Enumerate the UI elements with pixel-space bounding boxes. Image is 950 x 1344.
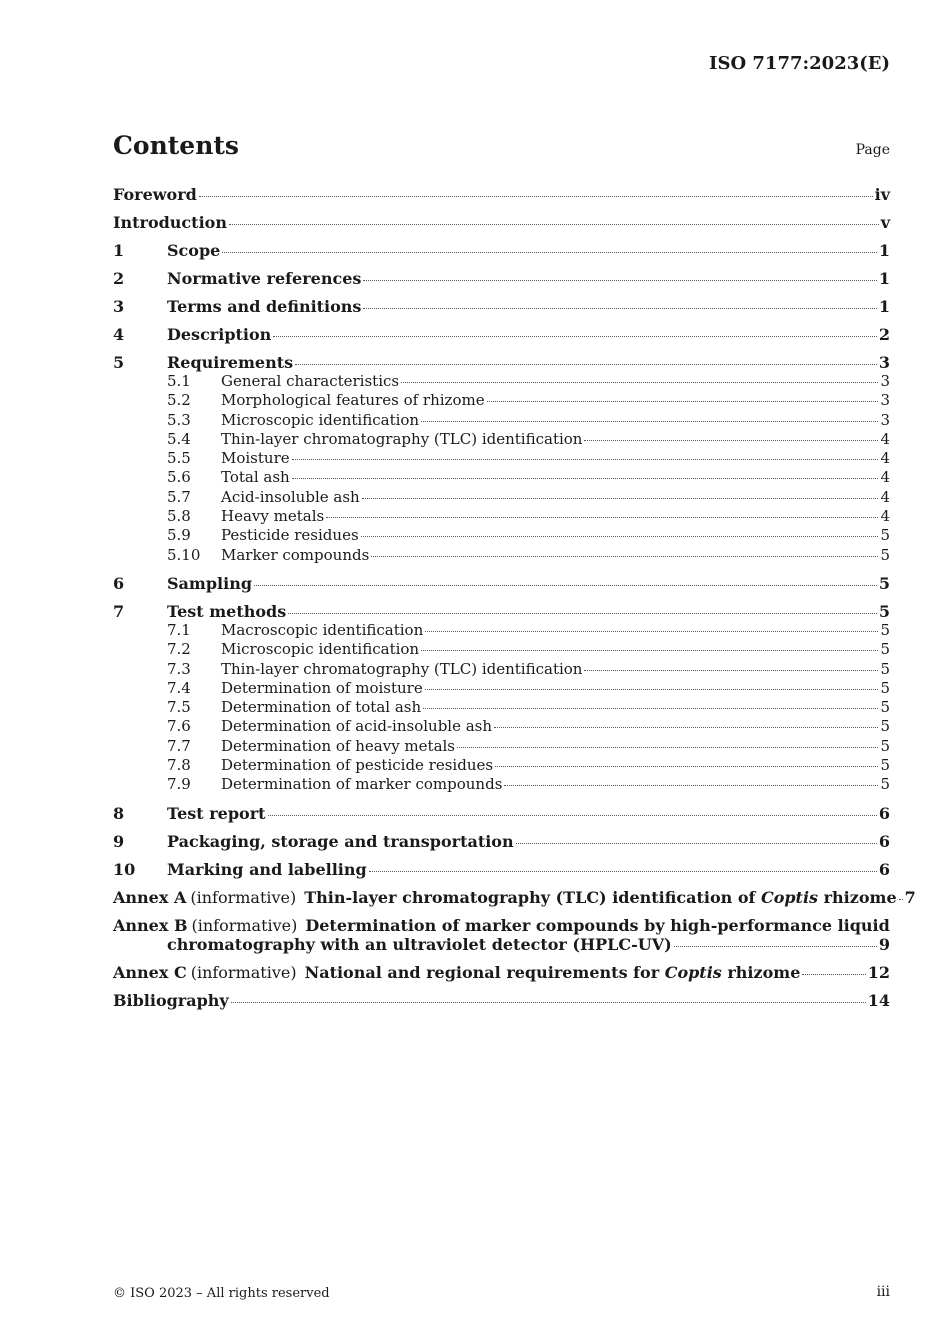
dot-leader bbox=[425, 631, 878, 632]
toc-entry-title: Acid-insoluble ash bbox=[221, 487, 360, 506]
toc-subentry[interactable] bbox=[113, 621, 890, 640]
dot-leader bbox=[516, 843, 877, 844]
toc-entry-page: iv bbox=[874, 185, 890, 204]
toc-entry-page: 2 bbox=[878, 325, 890, 344]
toc-subentry[interactable] bbox=[113, 372, 890, 391]
toc-entry-page: 5 bbox=[880, 659, 890, 678]
dot-leader bbox=[199, 196, 873, 197]
toc-entry-clause[interactable] bbox=[113, 353, 890, 372]
toc-entry-title: Heavy metals bbox=[221, 507, 325, 526]
dot-leader bbox=[584, 440, 878, 441]
toc-entry-title: General characteristics bbox=[221, 372, 400, 390]
toc-subentry[interactable] bbox=[113, 660, 890, 679]
annex-title-italic: Coptis bbox=[760, 887, 819, 907]
toc-subentry[interactable] bbox=[113, 488, 890, 507]
toc-entry-page: 4 bbox=[880, 429, 890, 448]
toc-entry-title: Determination of moisture bbox=[221, 678, 423, 697]
toc-entry-page: 1 bbox=[878, 241, 890, 260]
dot-leader bbox=[231, 1002, 866, 1003]
clause-number: 2 bbox=[113, 269, 125, 288]
toc-entry-page: 12 bbox=[867, 962, 890, 982]
toc-subentry[interactable] bbox=[113, 698, 890, 717]
dot-leader bbox=[425, 689, 879, 690]
toc-entry-page: 3 bbox=[880, 391, 890, 410]
clause-number: 9 bbox=[113, 831, 125, 851]
toc-entry-page: 4 bbox=[880, 487, 890, 506]
dot-leader bbox=[401, 382, 878, 383]
toc-entry-title: Thin-layer chromatography (TLC) identification bbox=[221, 429, 583, 448]
annex-title: National and regional requirements for bbox=[304, 962, 660, 982]
subclause-number: 5.10 bbox=[167, 545, 201, 564]
toc-entry-title: Determination of heavy metals bbox=[221, 736, 456, 755]
copyright-notice: © ISO 2023 – All rights reserved bbox=[113, 1286, 330, 1301]
toc-subentry[interactable] bbox=[113, 468, 890, 487]
toc-entry-title: Normative references bbox=[167, 269, 362, 288]
toc-entry-page: 5 bbox=[880, 526, 890, 545]
toc-entry-title: Morphological features of rhizome bbox=[221, 391, 485, 410]
toc-entry-page: 5 bbox=[880, 698, 890, 717]
clause-number: 5 bbox=[113, 353, 125, 372]
subclause-number: 5.7 bbox=[167, 487, 191, 506]
subclause-number: 7.7 bbox=[167, 736, 191, 755]
toc-subentry[interactable] bbox=[113, 640, 890, 659]
toc-entry-annex-b[interactable] bbox=[113, 916, 890, 954]
toc-entry-clause[interactable] bbox=[113, 269, 890, 288]
subclause-number: 5.2 bbox=[167, 391, 191, 410]
subclause-number: 5.8 bbox=[167, 507, 191, 526]
toc-entry-page: 5 bbox=[880, 640, 890, 659]
toc-entry-clause[interactable] bbox=[113, 241, 890, 260]
subclause-number: 7.4 bbox=[167, 678, 191, 697]
contents-title: Contents bbox=[113, 131, 240, 160]
toc-subentry[interactable] bbox=[113, 526, 890, 545]
toc-entry-title: Determination of total ash bbox=[221, 698, 422, 717]
toc-subentry[interactable] bbox=[113, 775, 890, 794]
dot-leader bbox=[421, 650, 878, 651]
toc-entry-title: Determination of acid-insoluble ash bbox=[221, 717, 493, 736]
dot-leader bbox=[504, 785, 878, 786]
toc-entry-title: Macroscopic identification bbox=[221, 620, 424, 639]
toc-subentry[interactable] bbox=[113, 391, 890, 410]
subclause-number: 7.9 bbox=[167, 775, 191, 794]
toc-subentry[interactable] bbox=[113, 449, 890, 468]
toc-entry-title: Microscopic identification bbox=[221, 640, 420, 659]
annex-label: Annex C bbox=[113, 962, 187, 982]
subclause-number: 5.3 bbox=[167, 410, 191, 429]
toc-entry-page: 4 bbox=[880, 468, 890, 487]
dot-leader bbox=[254, 585, 877, 586]
toc-entry-title: Description bbox=[167, 325, 272, 344]
dot-leader bbox=[802, 974, 865, 975]
subclause-number: 7.8 bbox=[167, 756, 191, 775]
toc-entry-page: 3 bbox=[880, 410, 890, 429]
toc-subentry[interactable] bbox=[113, 507, 890, 526]
toc-entry-title: Foreword bbox=[113, 185, 197, 204]
toc-entry-title: Pesticide residues bbox=[221, 526, 359, 545]
dot-leader bbox=[362, 498, 879, 499]
dot-leader bbox=[421, 421, 878, 422]
subclause-number: 7.6 bbox=[167, 717, 191, 736]
toc-entry-foreword[interactable] bbox=[113, 185, 890, 204]
toc-entry-page: 5 bbox=[878, 601, 890, 621]
toc-entry-clause[interactable] bbox=[113, 297, 890, 316]
dot-leader bbox=[457, 747, 878, 748]
annex-type: (informative) bbox=[191, 915, 298, 935]
clause-number: 4 bbox=[113, 325, 125, 344]
toc-entry-page: 7 bbox=[904, 887, 916, 907]
toc-entry-page: 1 bbox=[878, 297, 890, 316]
toc-entry-page: 1 bbox=[878, 269, 890, 288]
toc-entry-title: Marking and labelling bbox=[167, 859, 367, 879]
clause-number: 8 bbox=[113, 803, 125, 823]
dot-leader bbox=[268, 815, 877, 816]
toc-entry-clause[interactable] bbox=[113, 860, 890, 879]
annex-title-line-2 bbox=[113, 935, 890, 954]
toc-entry-clause[interactable] bbox=[113, 832, 890, 851]
subclause-number: 7.3 bbox=[167, 659, 191, 678]
toc-entry-page: 5 bbox=[880, 775, 890, 794]
toc-entry-page: 5 bbox=[880, 678, 890, 697]
toc-entry-title: Introduction bbox=[113, 213, 227, 232]
toc-entry-page: 6 bbox=[878, 803, 890, 823]
toc-entry-title: Moisture bbox=[221, 449, 290, 468]
dot-leader bbox=[292, 459, 879, 460]
annex-title-end: rhizome bbox=[727, 962, 801, 982]
annex-title: Determination of marker compounds by high-performance liquid bbox=[305, 915, 890, 935]
toc-entry-title: Determination of marker compounds bbox=[221, 775, 503, 794]
subclause-number: 5.5 bbox=[167, 449, 191, 468]
dot-leader bbox=[487, 401, 879, 402]
annex-title-end: rhizome bbox=[823, 887, 897, 907]
toc-subentry[interactable] bbox=[113, 546, 890, 565]
annex-label: Annex B bbox=[113, 915, 188, 935]
toc-entry-page: 5 bbox=[880, 736, 890, 755]
clause-number: 6 bbox=[113, 573, 125, 593]
clause-number: 10 bbox=[113, 859, 136, 879]
toc-entry-page: 3 bbox=[880, 372, 890, 390]
toc-entry-page: 5 bbox=[880, 756, 890, 775]
dot-leader bbox=[288, 613, 877, 614]
standard-id: ISO 7177:2023(E) bbox=[709, 53, 890, 74]
toc-entry-introduction[interactable] bbox=[113, 213, 890, 232]
toc-entry-page: 5 bbox=[880, 545, 890, 564]
clause-number: 1 bbox=[113, 241, 125, 260]
dot-leader bbox=[363, 280, 876, 281]
toc-subentry[interactable] bbox=[113, 679, 890, 698]
dot-leader bbox=[371, 556, 878, 557]
toc-entry-annex-a[interactable] bbox=[113, 887, 916, 907]
toc-entry-page: 4 bbox=[880, 449, 890, 468]
dot-leader bbox=[423, 708, 878, 709]
annex-title-italic: Coptis bbox=[664, 962, 722, 982]
toc-entry-title: Scope bbox=[167, 241, 221, 260]
clause-number: 7 bbox=[113, 601, 125, 621]
toc-entry-page: 6 bbox=[878, 859, 890, 879]
toc-subentry[interactable] bbox=[113, 411, 890, 430]
toc-entry-bibliography[interactable] bbox=[113, 991, 890, 1010]
toc-entry-title: Test report bbox=[167, 803, 266, 823]
dot-leader bbox=[222, 252, 877, 253]
dot-leader bbox=[494, 727, 878, 728]
toc-entry-clause[interactable] bbox=[113, 602, 890, 621]
toc-entry-page: 3 bbox=[878, 353, 890, 372]
toc-entry-clause[interactable] bbox=[113, 325, 890, 344]
toc-subentry[interactable] bbox=[113, 430, 890, 449]
toc-entry-title: Microscopic identification bbox=[221, 410, 420, 429]
toc-entry-title bbox=[113, 963, 800, 982]
toc-entry-clause[interactable] bbox=[113, 804, 890, 823]
toc-entry-title: Thin-layer chromatography (TLC) identification bbox=[221, 659, 583, 678]
toc-subentry[interactable] bbox=[113, 737, 890, 756]
toc-entry-title: Marker compounds bbox=[221, 545, 370, 564]
subclause-number: 5.1 bbox=[167, 372, 191, 390]
toc-entry-title: Determination of pesticide residues bbox=[221, 756, 494, 775]
dot-leader bbox=[369, 871, 877, 872]
toc-entry-title: Bibliography bbox=[113, 990, 229, 1010]
toc-entry-title: Test methods bbox=[167, 601, 287, 621]
toc-entry-title: Terms and definitions bbox=[167, 297, 362, 316]
toc-entry-page: 5 bbox=[880, 620, 890, 639]
toc-entry-page: 6 bbox=[878, 831, 890, 851]
subclause-number: 7.2 bbox=[167, 640, 191, 659]
dot-leader bbox=[295, 364, 877, 365]
dot-leader bbox=[584, 670, 878, 671]
dot-leader bbox=[899, 899, 903, 900]
annex-type: (informative) bbox=[190, 962, 297, 982]
toc-entry-page: 4 bbox=[880, 507, 890, 526]
page-column-label: Page bbox=[855, 142, 890, 158]
dot-leader bbox=[674, 946, 877, 947]
annex-label: Annex A bbox=[113, 887, 187, 907]
annex-title: Thin-layer chromatography (TLC) identification of bbox=[304, 887, 756, 907]
toc-entry-title: Requirements bbox=[167, 353, 294, 372]
dot-leader bbox=[326, 517, 878, 518]
page-number: iii bbox=[876, 1284, 890, 1300]
toc-entry-title: Packaging, storage and transportation bbox=[167, 831, 514, 851]
toc-subentry[interactable] bbox=[113, 756, 890, 775]
toc-subentry[interactable] bbox=[113, 717, 890, 736]
subclause-number: 5.9 bbox=[167, 526, 191, 545]
subclause-number: 7.5 bbox=[167, 698, 191, 717]
dot-leader bbox=[361, 536, 879, 537]
dot-leader bbox=[273, 336, 877, 337]
toc-entry-page: 14 bbox=[867, 990, 890, 1010]
toc-entry-page: v bbox=[880, 213, 890, 232]
dot-leader bbox=[292, 478, 879, 479]
toc-entry-clause[interactable] bbox=[113, 574, 890, 593]
annex-title-continued: chromatography with an ultraviolet detector (HPLC-UV) bbox=[167, 934, 672, 954]
toc-entry-title: Total ash bbox=[221, 468, 290, 487]
dot-leader bbox=[229, 224, 879, 225]
dot-leader bbox=[495, 766, 878, 767]
toc-entry-page: 9 bbox=[878, 934, 890, 954]
toc-entry-title bbox=[113, 888, 897, 907]
toc-entry-page: 5 bbox=[880, 717, 890, 736]
toc-entry-page: 5 bbox=[878, 573, 890, 593]
annex-type: (informative) bbox=[190, 887, 297, 907]
table-of-contents bbox=[113, 185, 916, 1010]
toc-entry-title: Sampling bbox=[167, 573, 253, 593]
annex-title-line-1 bbox=[113, 916, 890, 935]
subclause-number: 7.1 bbox=[167, 620, 191, 639]
clause-number: 3 bbox=[113, 297, 125, 316]
dot-leader bbox=[363, 308, 876, 309]
subclause-number: 5.4 bbox=[167, 429, 191, 448]
toc-entry-annex-c[interactable] bbox=[113, 963, 890, 982]
subclause-number: 5.6 bbox=[167, 468, 191, 487]
